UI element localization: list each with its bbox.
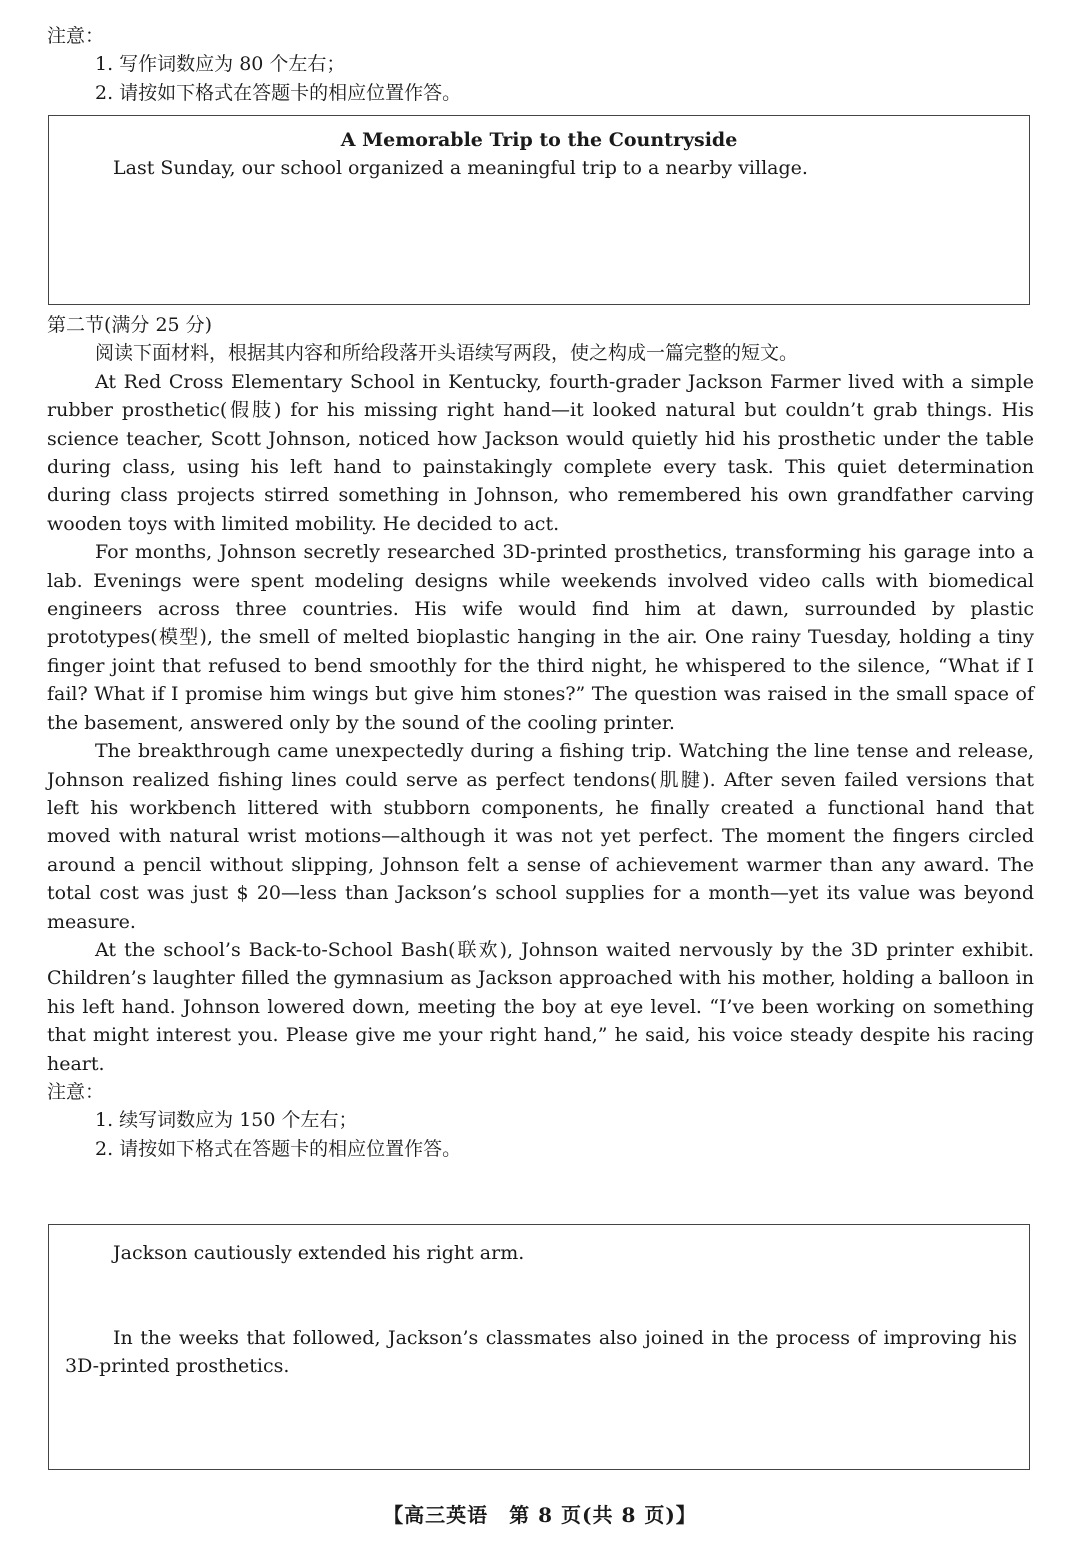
note-item: 2. 请按如下格式在答题卡的相应位置作答。 (95, 81, 462, 104)
note-item: 2. 请按如下格式在答题卡的相应位置作答。 (95, 1137, 462, 1160)
note-item: 1. 写作词数应为 80 个左右； (95, 53, 346, 76)
note-item: 1. 续写词数应为 150 个左右； (95, 1109, 358, 1132)
continuation-answer-box (48, 1224, 1030, 1470)
part1-notes (47, 22, 1034, 107)
instruction: 阅读下面材料，根据其内容和所给段落开头语续写两段，使之构成一篇完整的短文。 (95, 342, 799, 365)
writing-answer-box (48, 115, 1030, 305)
notes-title: 注意： (47, 25, 105, 47)
essay-title: A Memorable Trip to the Countryside (340, 129, 738, 151)
essay-first-line: Last Sunday, our school organized a meaningful trip to a nearby village. (113, 157, 808, 179)
story-paragraph: The breakthrough came unexpectedly during a fishing trip. Watching the line tense and release, Johnson realized fishing lines could serve as perfect tendons(肌腱). After seven failed versions that left his workbench littered with stubborn components, he finally created a functional hand that moved with natural wrist motions—although it was not yet perfect. The moment the fingers circled around a pencil without slipping, Johnson felt a sense of achievement warmer than any award. The total cost was just $ 20—less than Jackson’s school supplies for a month—yet its value was beyond measure. (47, 740, 1034, 933)
paragraph-opener-1: Jackson cautiously extended his right arm. (113, 1242, 525, 1264)
story-paragraph: For months, Johnson secretly researched 3D-printed prosthetics, transforming his garage into a lab. Evenings were spent modeling designs while weekends involved video calls with biomedical engineers across three countries. His wife would find him at dawn, surrounded by plastic prototypes(模型), the smell of melted bioplastic hanging in the air. One rainy Tuesday, holding a tiny finger joint that refused to bend smoothly for the third night, he whispered to the silence, “What if I fail? What if I promise him wings but give him stones?” The question was raised in the small space of the basement, answered only by the sound of the cooling printer. (47, 541, 1034, 734)
story-paragraph: At the school’s Back-to-School Bash(联欢), Johnson waited nervously by the 3D printer exhibit. Children’s laughter filled the gymnasium as Jackson approached with his mother, holding a balloon in his left hand. Johnson lowered down, meeting the boy at eye level. “I’ve been working on something that might interest you. Please give me your right hand,” he said, his voice steady despite his racing heart. (47, 938, 1034, 1075)
page-footer: 【高三英语 第 8 页(共 8 页)】 (383, 1503, 697, 1527)
paragraph-opener-2: In the weeks that followed, Jackson’s classmates also joined in the process of improving his 3D-printed prosthetics. (65, 1327, 1017, 1378)
section-header: 第二节(满分 25 分) (47, 314, 213, 336)
section-two (47, 311, 1034, 1163)
notes-title: 注意： (47, 1080, 105, 1103)
story-paragraph: At Red Cross Elementary School in Kentucky, fourth-grader Jackson Farmer lived with a simple rubber prosthetic(假肢) for his missing right hand—it looked natural but couldn’t grab things. His science teacher, Scott Johnson, noticed how Jackson would quietly hid his prosthetic under the table during class, using his left hand to painstakingly complete every task. This quiet determination during class projects stirred something in Johnson, who remembered his own grandfather carving wooden toys with limited mobility. He decided to act. (47, 370, 1034, 535)
